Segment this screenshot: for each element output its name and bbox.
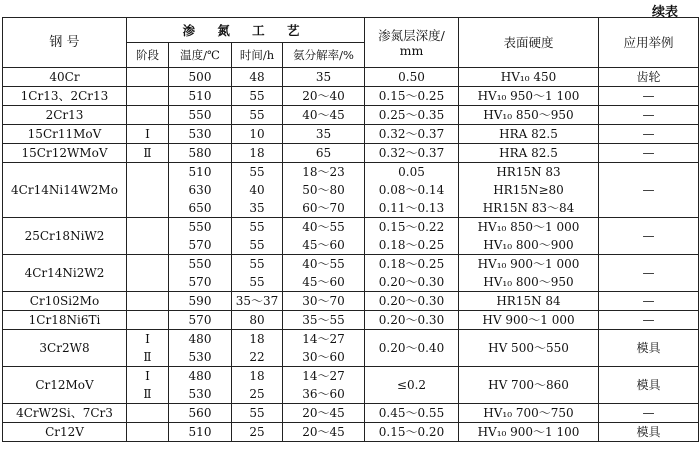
cell-steel: 4Cr14Ni14W2Mo — [3, 163, 127, 218]
nitriding-table — [2, 17, 699, 442]
table-row — [3, 404, 699, 423]
cell-stage — [127, 255, 169, 292]
cell-time: 40 — [232, 181, 283, 199]
cell-ammonia: 20～40 — [283, 87, 365, 106]
cell-ammonia: 45～60 — [283, 236, 365, 255]
cell-stage: Ⅱ — [127, 144, 169, 163]
cell-temp: 550 — [169, 255, 232, 274]
cell-stage — [127, 292, 169, 311]
cell-time: 55 — [232, 404, 283, 423]
cell-depth: 0.25～0.35 — [365, 106, 459, 125]
cell-temp: 530 — [169, 385, 232, 404]
cell-hardness: HV 500～550 — [459, 330, 599, 367]
table-row — [3, 144, 699, 163]
table-row — [3, 163, 699, 182]
header-temp: 温度/℃ — [169, 43, 232, 68]
cell-hardness: HRA 82.5 — [459, 144, 599, 163]
cell-ammonia: 50～80 — [283, 181, 365, 199]
cell-steel: 4Cr14Ni2W2 — [3, 255, 127, 292]
cell-temp: 510 — [169, 163, 232, 182]
cell-stage — [127, 163, 169, 218]
cell-time: 18 — [232, 144, 283, 163]
cell-ammonia: 35 — [283, 125, 365, 144]
cell-application: 模具 — [599, 423, 699, 442]
cell-ammonia: 30～70 — [283, 292, 365, 311]
cell-steel: 1Cr18Ni6Ti — [3, 311, 127, 330]
table-row — [3, 367, 699, 386]
table-row — [3, 68, 699, 87]
cell-time: 35 — [232, 199, 283, 218]
cell-application: — — [599, 404, 699, 423]
cell-depth: 0.15～0.20 — [365, 423, 459, 442]
cell-stage: Ⅱ — [127, 385, 169, 404]
cell-hardness: HV₁₀ 900～1 100 — [459, 423, 599, 442]
cell-hardness: HV₁₀ 850～950 — [459, 106, 599, 125]
cell-time: 25 — [232, 385, 283, 404]
cell-time: 35～37 — [232, 292, 283, 311]
cell-hardness: HV₁₀ 900～1 000 — [459, 255, 599, 274]
cell-temp: 550 — [169, 106, 232, 125]
cell-temp: 570 — [169, 273, 232, 292]
header-stage: 阶段 — [127, 43, 169, 68]
cell-depth: 0.20～0.30 — [365, 273, 459, 292]
cell-depth: 0.32～0.37 — [365, 144, 459, 163]
cell-steel: Cr12MoV — [3, 367, 127, 404]
cell-depth: 0.15～0.25 — [365, 87, 459, 106]
cell-temp: 630 — [169, 181, 232, 199]
cell-stage — [127, 106, 169, 125]
cell-ammonia: 65 — [283, 144, 365, 163]
table-row — [3, 311, 699, 330]
cell-depth: 0.20～0.40 — [365, 330, 459, 367]
cell-ammonia: 40～55 — [283, 255, 365, 274]
cell-temp: 480 — [169, 330, 232, 349]
cell-application: — — [599, 87, 699, 106]
cell-stage — [127, 218, 169, 255]
cell-application: — — [599, 144, 699, 163]
header-depth — [365, 18, 459, 68]
cell-ammonia: 35～55 — [283, 311, 365, 330]
cell-hardness: HV₁₀ 850～1 000 — [459, 218, 599, 237]
cell-time: 55 — [232, 255, 283, 274]
cell-ammonia: 14～27 — [283, 330, 365, 349]
cell-time: 18 — [232, 330, 283, 349]
cell-depth: 0.11～0.13 — [365, 199, 459, 218]
cell-temp: 570 — [169, 236, 232, 255]
cell-steel: 25Cr18NiW2 — [3, 218, 127, 255]
cell-ammonia: 60～70 — [283, 199, 365, 218]
cell-steel: 4CrW2Si、7Cr3 — [3, 404, 127, 423]
cell-application: 模具 — [599, 330, 699, 367]
cell-depth: 0.08～0.14 — [365, 181, 459, 199]
cell-temp: 550 — [169, 218, 232, 237]
cell-steel: Cr12V — [3, 423, 127, 442]
header-ammonia: 氨分解率/% — [283, 43, 365, 68]
table-row — [3, 292, 699, 311]
cell-application: 齿轮 — [599, 68, 699, 87]
cell-time: 18 — [232, 367, 283, 386]
cell-time: 55 — [232, 273, 283, 292]
cell-hardness: HR15N≥80 — [459, 181, 599, 199]
table-row — [3, 218, 699, 237]
cell-ammonia: 20～45 — [283, 423, 365, 442]
cell-steel: 2Cr13 — [3, 106, 127, 125]
header-hardness: 表面硬度 — [459, 18, 599, 68]
cell-temp: 530 — [169, 125, 232, 144]
cell-depth: ≤0.2 — [365, 367, 459, 404]
cell-steel: Cr10Si2Mo — [3, 292, 127, 311]
cell-time: 55 — [232, 218, 283, 237]
cell-temp: 560 — [169, 404, 232, 423]
cell-depth: 0.20～0.30 — [365, 311, 459, 330]
cell-depth: 0.45～0.55 — [365, 404, 459, 423]
cell-application: — — [599, 255, 699, 292]
cell-ammonia: 35 — [283, 68, 365, 87]
cell-time: 55 — [232, 163, 283, 182]
cell-depth: 0.32～0.37 — [365, 125, 459, 144]
header-process: 渗 氮 工 艺 — [127, 18, 365, 43]
cell-temp: 510 — [169, 423, 232, 442]
cell-stage: Ⅰ — [127, 330, 169, 349]
cell-hardness: HR15N 84 — [459, 292, 599, 311]
cell-hardness: HV₁₀ 800～900 — [459, 236, 599, 255]
table-row — [3, 423, 699, 442]
table-row — [3, 255, 699, 274]
cell-hardness: HV₁₀ 950～1 100 — [459, 87, 599, 106]
cell-steel: 1Cr13、2Cr13 — [3, 87, 127, 106]
cell-ammonia: 18～23 — [283, 163, 365, 182]
cell-time: 48 — [232, 68, 283, 87]
cell-application: — — [599, 292, 699, 311]
cell-application: — — [599, 106, 699, 125]
cell-hardness: HV₁₀ 700～750 — [459, 404, 599, 423]
cell-stage — [127, 311, 169, 330]
cell-time: 55 — [232, 236, 283, 255]
cell-depth: 0.50 — [365, 68, 459, 87]
continued-label: 续表 — [651, 5, 678, 20]
table-row — [3, 330, 699, 349]
cell-depth: 0.15～0.22 — [365, 218, 459, 237]
cell-ammonia: 20～45 — [283, 404, 365, 423]
cell-temp: 530 — [169, 348, 232, 367]
cell-temp: 510 — [169, 87, 232, 106]
cell-time: 55 — [232, 106, 283, 125]
cell-stage — [127, 87, 169, 106]
cell-temp: 570 — [169, 311, 232, 330]
cell-depth: 0.18～0.25 — [365, 236, 459, 255]
header-depth-line1: 渗氮层深度/ — [378, 27, 445, 43]
cell-temp: 650 — [169, 199, 232, 218]
cell-stage — [127, 423, 169, 442]
cell-temp: 500 — [169, 68, 232, 87]
cell-steel: 15Cr11MoV — [3, 125, 127, 144]
cell-ammonia: 30～60 — [283, 348, 365, 367]
table-row — [3, 106, 699, 125]
cell-temp: 590 — [169, 292, 232, 311]
table-row — [3, 125, 699, 144]
cell-depth: 0.20～0.30 — [365, 292, 459, 311]
cell-ammonia: 40～55 — [283, 218, 365, 237]
cell-stage: Ⅰ — [127, 125, 169, 144]
cell-application: 模具 — [599, 367, 699, 404]
table-row — [3, 87, 699, 106]
header-time: 时间/h — [232, 43, 283, 68]
cell-stage: Ⅰ — [127, 367, 169, 386]
cell-time: 10 — [232, 125, 283, 144]
cell-hardness: HV₁₀ 450 — [459, 68, 599, 87]
cell-temp: 580 — [169, 144, 232, 163]
cell-steel: 3Cr2W8 — [3, 330, 127, 367]
cell-steel: 40Cr — [3, 68, 127, 87]
cell-application: — — [599, 218, 699, 255]
cell-time: 80 — [232, 311, 283, 330]
cell-hardness: HV 700～860 — [459, 367, 599, 404]
cell-application: — — [599, 125, 699, 144]
header-application: 应用举例 — [599, 18, 699, 68]
cell-ammonia: 14～27 — [283, 367, 365, 386]
cell-hardness: HV 900～1 000 — [459, 311, 599, 330]
cell-time: 25 — [232, 423, 283, 442]
cell-hardness: HR15N 83～84 — [459, 199, 599, 218]
cell-hardness: HV₁₀ 800～950 — [459, 273, 599, 292]
cell-depth: 0.05 — [365, 163, 459, 182]
cell-ammonia: 40～45 — [283, 106, 365, 125]
cell-depth: 0.18～0.25 — [365, 255, 459, 274]
cell-application: — — [599, 311, 699, 330]
cell-time: 55 — [232, 87, 283, 106]
cell-steel: 15Cr12WMoV — [3, 144, 127, 163]
cell-hardness: HR15N 83 — [459, 163, 599, 182]
cell-stage — [127, 404, 169, 423]
cell-ammonia: 36～60 — [283, 385, 365, 404]
cell-temp: 480 — [169, 367, 232, 386]
header-steel: 钢 号 — [3, 18, 127, 68]
cell-stage — [127, 68, 169, 87]
cell-hardness: HRA 82.5 — [459, 125, 599, 144]
header-depth-line2: mm — [399, 42, 424, 58]
cell-stage: Ⅱ — [127, 348, 169, 367]
cell-time: 22 — [232, 348, 283, 367]
cell-ammonia: 45～60 — [283, 273, 365, 292]
cell-application: — — [599, 163, 699, 218]
